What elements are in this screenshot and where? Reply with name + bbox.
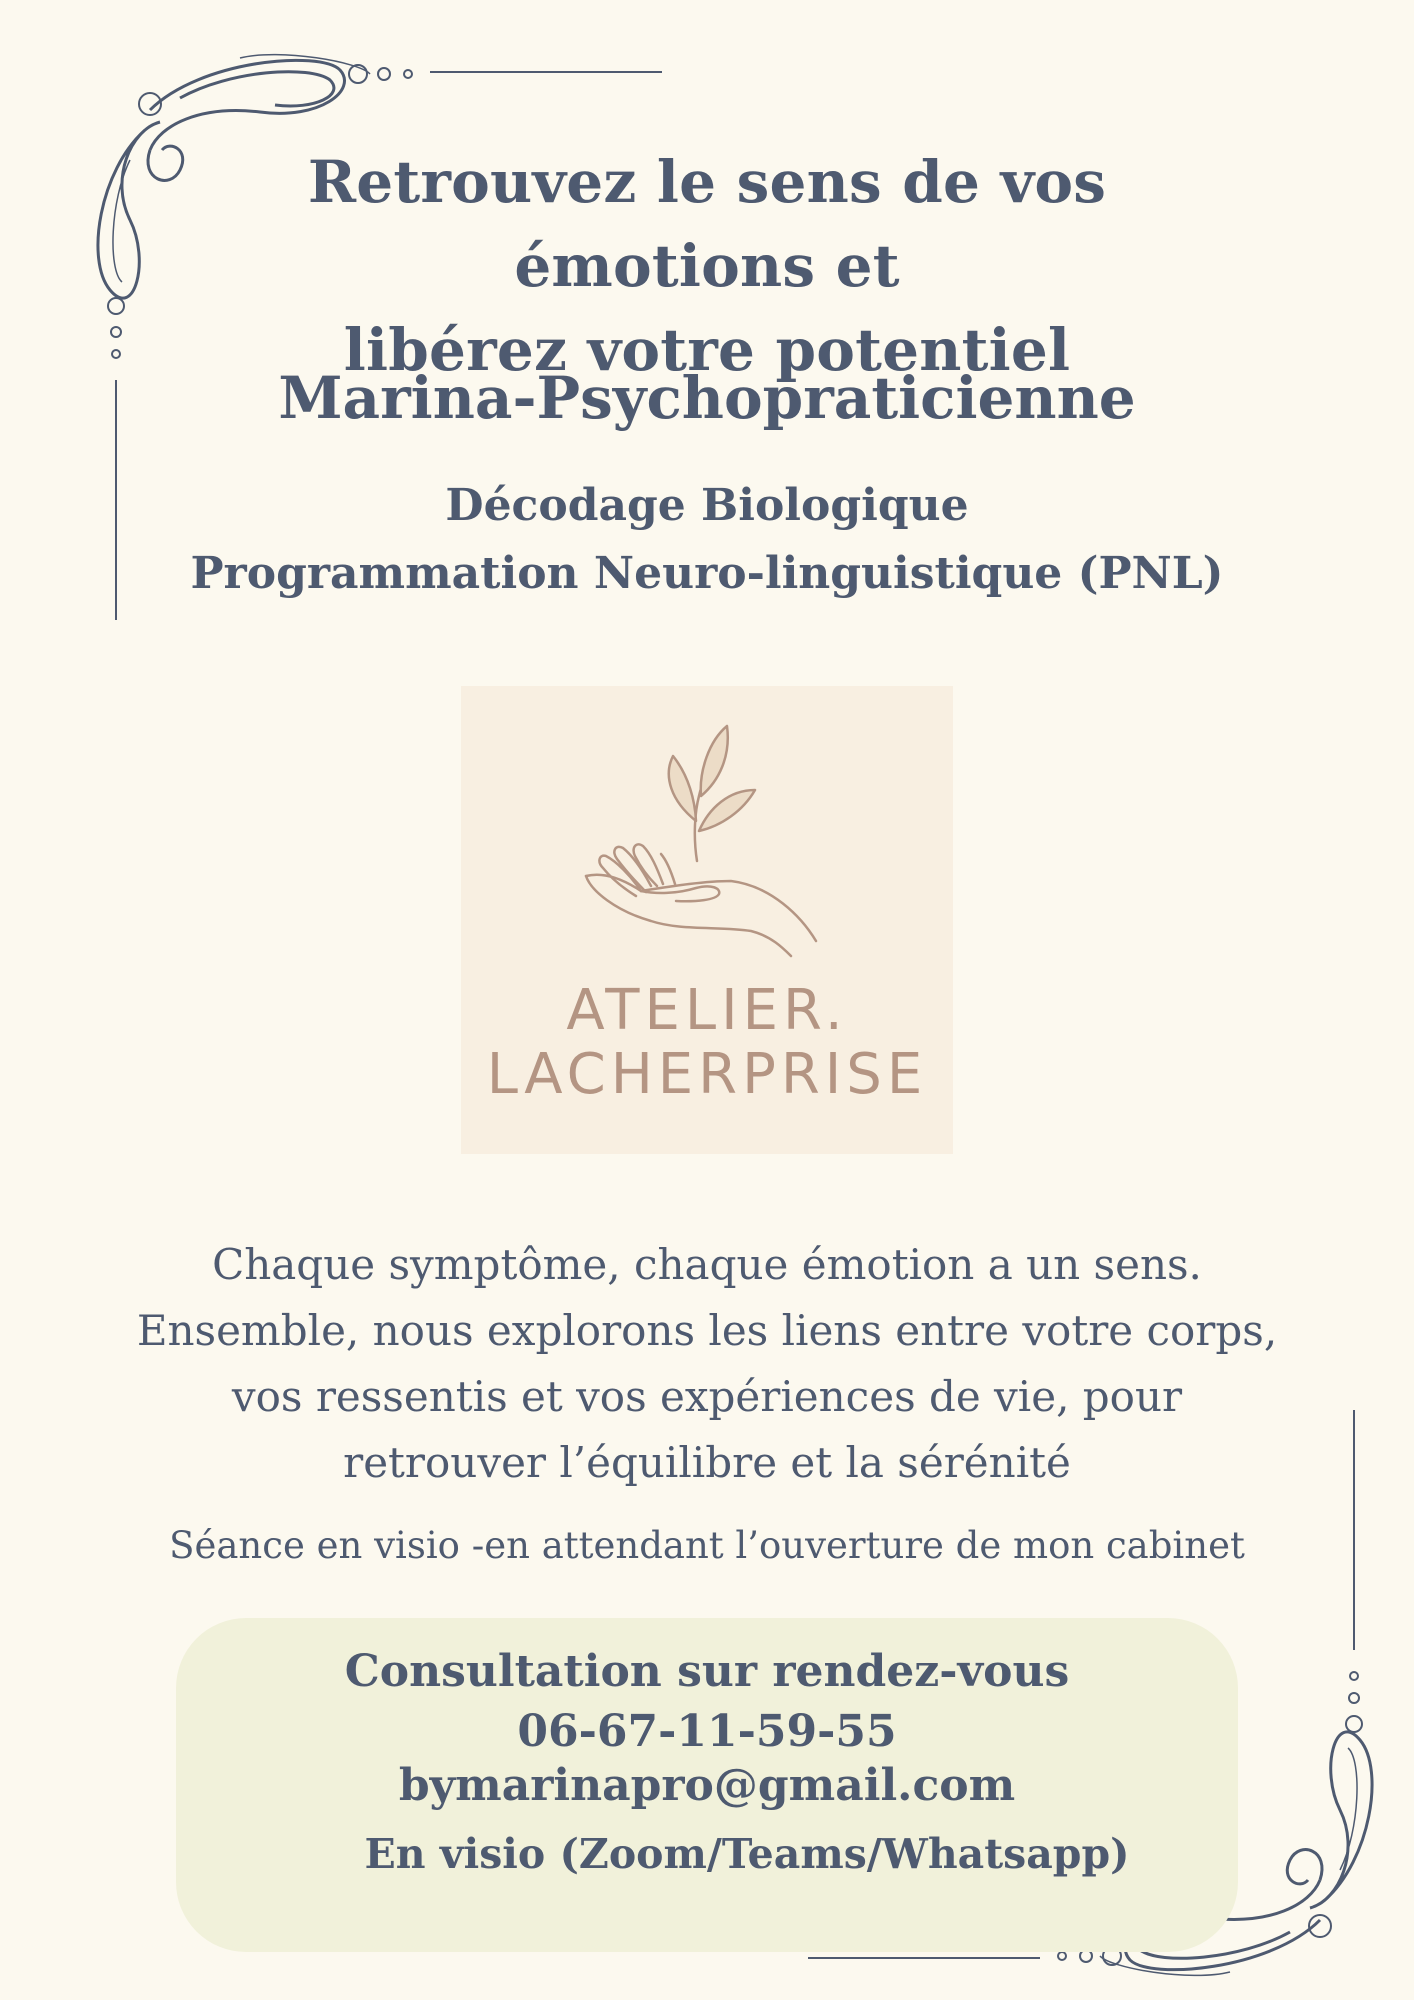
description-line-2: Ensemble, nous explorons les liens entre votre corps, <box>136 1306 1278 1355</box>
contact-email: bymarinapro@gmail.com <box>398 1760 1016 1811</box>
contact-phone: 06-67-11-59-55 <box>517 1706 897 1757</box>
specialty-decodage: Décodage Biologique <box>445 480 969 531</box>
description-line-4: retrouver l’équilibre et la sérénité <box>343 1438 1071 1487</box>
logo <box>461 686 953 1154</box>
practitioner-name: Marina-Psychopraticienne <box>278 364 1136 432</box>
headline <box>150 140 1264 392</box>
headline-line-1: Retrouvez le sens de vos émotions et <box>307 148 1107 300</box>
specialty-pnl: Programmation Neuro-linguistique (PNL) <box>190 548 1224 599</box>
description-line-3: vos ressentis et vos expériences de vie, pour <box>231 1372 1183 1421</box>
logo-line-1: ATELIER. <box>566 978 848 1043</box>
logo-line-2: LACHERPRISE <box>486 1042 928 1107</box>
hand-holding-sprout-icon <box>571 716 831 956</box>
contact-box <box>176 1618 1238 1952</box>
contact-title: Consultation sur rendez-vous <box>344 1646 1070 1697</box>
session-note: Séance en visio -en attendant l’ouverture de mon cabinet <box>169 1524 1245 1567</box>
description <box>110 1232 1304 1496</box>
headline-line-2: libérez votre potentiel <box>343 316 1071 384</box>
contact-mode: En visio (Zoom/Teams/Whatsapp) <box>364 1830 1130 1878</box>
description-line-1: Chaque symptôme, chaque émotion a un sens. <box>212 1240 1202 1289</box>
